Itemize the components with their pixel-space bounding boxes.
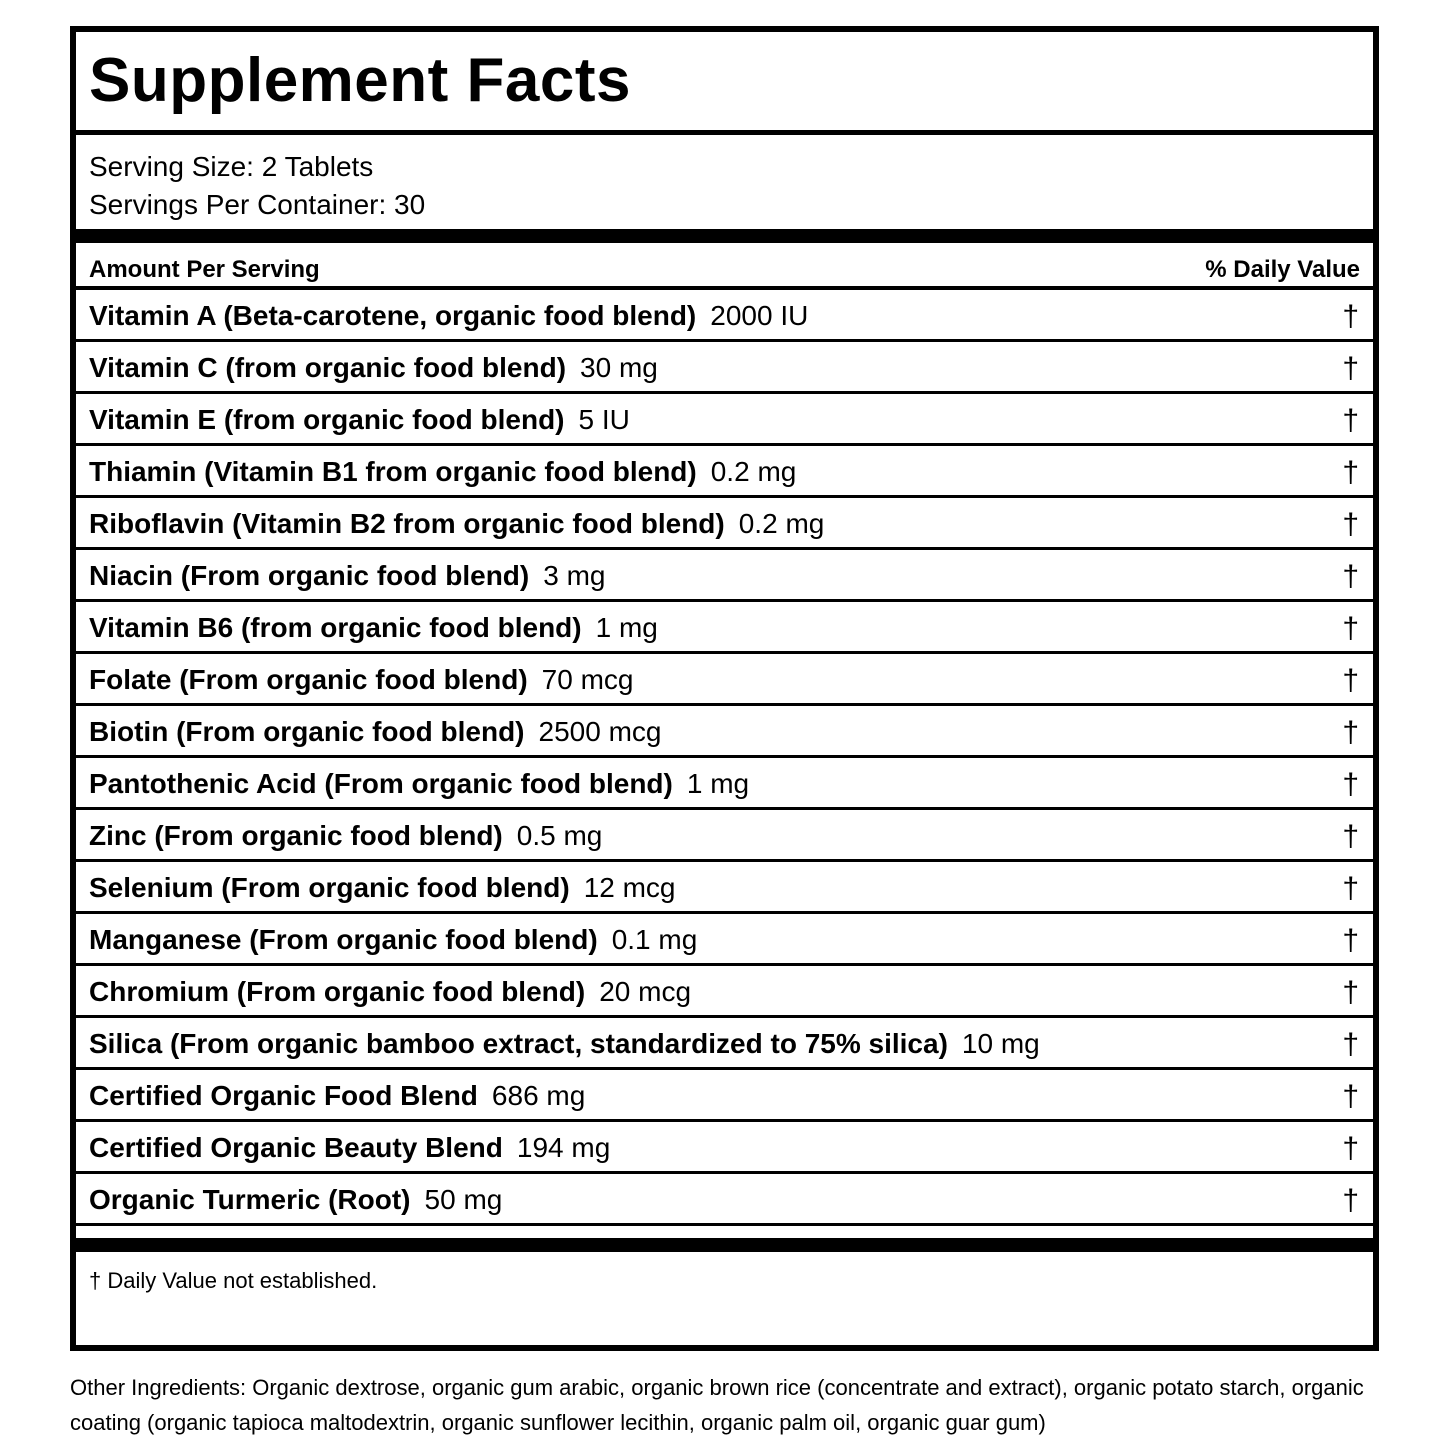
daily-value-dagger: † <box>1342 352 1359 385</box>
nutrient-name: Organic Turmeric (Root) <box>89 1184 411 1215</box>
daily-value-dagger: † <box>1342 612 1359 645</box>
table-row <box>76 602 1373 654</box>
nutrient-amount: 12 mcg <box>583 872 676 903</box>
nutrient-entry <box>89 1082 585 1110</box>
panel-title: Supplement Facts <box>89 46 631 115</box>
nutrient-entry <box>89 1186 502 1214</box>
nutrient-amount: 50 mg <box>424 1184 503 1215</box>
nutrient-amount: 5 IU <box>578 404 630 435</box>
nutrient-entry <box>89 1134 610 1162</box>
nutrient-amount: 194 mg <box>516 1132 611 1163</box>
daily-value-dagger: † <box>1342 924 1359 957</box>
nutrient-entry <box>89 510 824 538</box>
nutrient-entry <box>89 926 697 954</box>
table-row <box>76 1174 1373 1226</box>
daily-value-dagger: † <box>1342 300 1359 333</box>
nutrient-amount: 2000 IU <box>710 300 809 331</box>
table-row <box>76 654 1373 706</box>
nutrient-amount: 0.1 mg <box>611 924 698 955</box>
nutrient-entry <box>89 822 602 850</box>
daily-value-dagger: † <box>1342 820 1359 853</box>
nutrient-entry <box>89 562 605 590</box>
nutrient-name: Vitamin E (from organic food blend) <box>89 404 565 435</box>
nutrient-name: Vitamin C (from organic food blend) <box>89 352 567 383</box>
nutrient-name: Chromium (From organic food blend) <box>89 976 586 1007</box>
nutrient-entry <box>89 770 749 798</box>
nutrient-name: Pantothenic Acid (From organic food blend) <box>89 768 673 799</box>
nutrient-entry <box>89 406 630 434</box>
table-row <box>76 342 1373 394</box>
daily-value-dagger: † <box>1342 976 1359 1009</box>
nutrient-name: Selenium (From organic food blend) <box>89 872 570 903</box>
nutrient-name: Thiamin (Vitamin B1 from organic food blend) <box>89 456 697 487</box>
daily-value-dagger: † <box>1342 508 1359 541</box>
table-row <box>76 498 1373 550</box>
daily-value-dagger: † <box>1342 1028 1359 1061</box>
table-row <box>76 550 1373 602</box>
table-row <box>76 1070 1373 1122</box>
nutrient-entry <box>89 978 691 1006</box>
nutrient-name: Vitamin A (Beta-carotene, organic food blend) <box>89 300 697 331</box>
table-row <box>76 394 1373 446</box>
nutrient-entry <box>89 1030 1040 1058</box>
nutrient-amount: 1 mg <box>595 612 658 643</box>
nutrient-entry <box>89 666 633 694</box>
nutrient-name: Niacin (From organic food blend) <box>89 560 530 591</box>
daily-value-header: % Daily Value <box>1205 256 1360 283</box>
nutrient-amount: 10 mg <box>961 1028 1040 1059</box>
daily-value-dagger: † <box>1342 1132 1359 1165</box>
nutrient-entry <box>89 614 658 642</box>
table-row <box>76 758 1373 810</box>
table-row <box>76 914 1373 966</box>
daily-value-dagger: † <box>1342 664 1359 697</box>
table-row <box>76 966 1373 1018</box>
nutrient-amount: 1 mg <box>686 768 750 799</box>
nutrient-entry <box>89 874 676 902</box>
nutrient-amount: 0.2 mg <box>738 508 825 539</box>
nutrient-amount: 2500 mcg <box>538 716 662 747</box>
table-row <box>76 862 1373 914</box>
supplement-facts-panel <box>70 26 1379 1351</box>
table-row <box>76 810 1373 862</box>
table-row <box>76 446 1373 498</box>
thick-divider-top <box>76 229 1373 243</box>
daily-value-dagger: † <box>1342 716 1359 749</box>
nutrient-name: Certified Organic Beauty Blend <box>89 1132 503 1163</box>
nutrient-name: Certified Organic Food Blend <box>89 1080 478 1111</box>
nutrient-entry <box>89 458 796 486</box>
nutrient-name: Silica (From organic bamboo extract, standardized to 75% silica) <box>89 1028 948 1059</box>
serving-size: Serving Size: 2 Tablets <box>89 151 374 182</box>
servings-per-container: Servings Per Container: 30 <box>89 189 426 220</box>
daily-value-dagger: † <box>1342 1080 1359 1113</box>
nutrient-name: Riboflavin (Vitamin B2 from organic food blend) <box>89 508 725 539</box>
daily-value-dagger: † <box>1342 456 1359 489</box>
nutrient-entry <box>89 302 808 330</box>
nutrient-name: Folate (From organic food blend) <box>89 664 528 695</box>
daily-value-dagger: † <box>1342 560 1359 593</box>
nutrient-name: Manganese (From organic food blend) <box>89 924 598 955</box>
nutrient-name: Vitamin B6 (from organic food blend) <box>89 612 582 643</box>
amount-per-serving-header: Amount Per Serving <box>89 256 320 283</box>
nutrient-amount: 70 mcg <box>541 664 634 695</box>
other-ingredients: Other Ingredients: Organic dextrose, organic gum arabic, organic brown rice (concentrate and extract), organic potato starch, organic coating (organic tapioca maltodextrin, organic sunflower lecithin, organic palm oil, organic guar gum) <box>70 1375 1364 1435</box>
nutrient-entry <box>89 718 661 746</box>
nutrient-name: Zinc (From organic food blend) <box>89 820 503 851</box>
nutrient-entry <box>89 354 658 382</box>
table-row <box>76 1018 1373 1070</box>
nutrient-amount: 20 mcg <box>599 976 692 1007</box>
nutrient-amount: 0.2 mg <box>710 456 797 487</box>
daily-value-dagger: † <box>1342 872 1359 905</box>
nutrient-amount: 3 mg <box>543 560 606 591</box>
nutrient-table <box>76 290 1373 1226</box>
table-row <box>76 1122 1373 1174</box>
daily-value-dagger: † <box>1342 768 1359 801</box>
table-row <box>76 290 1373 342</box>
nutrient-amount: 686 mg <box>491 1080 586 1111</box>
table-row <box>76 706 1373 758</box>
nutrient-amount: 30 mg <box>580 352 658 383</box>
daily-value-dagger: † <box>1342 1184 1359 1217</box>
title-divider <box>76 130 1373 135</box>
nutrient-amount: 0.5 mg <box>516 820 603 851</box>
daily-value-dagger: † <box>1342 404 1359 437</box>
daily-value-footnote: † Daily Value not established. <box>89 1268 378 1293</box>
nutrient-name: Biotin (From organic food blend) <box>89 716 525 747</box>
thick-divider-bottom <box>76 1238 1373 1252</box>
